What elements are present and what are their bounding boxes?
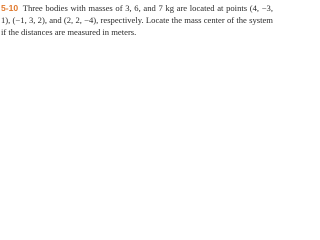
problem-statement: Three bodies with masses of 3, 6, and 7 kg are located at points (4, −3, 1), (−1, 3, 2), and (2, 2, −4), respectively. Locate the mass center of the system if the distances are measured in meters. bbox=[1, 3, 273, 38]
problem-number: 5-10 bbox=[1, 3, 19, 13]
textbook-page bbox=[0, 0, 289, 65]
problem-5-10 bbox=[1, 2, 273, 38]
